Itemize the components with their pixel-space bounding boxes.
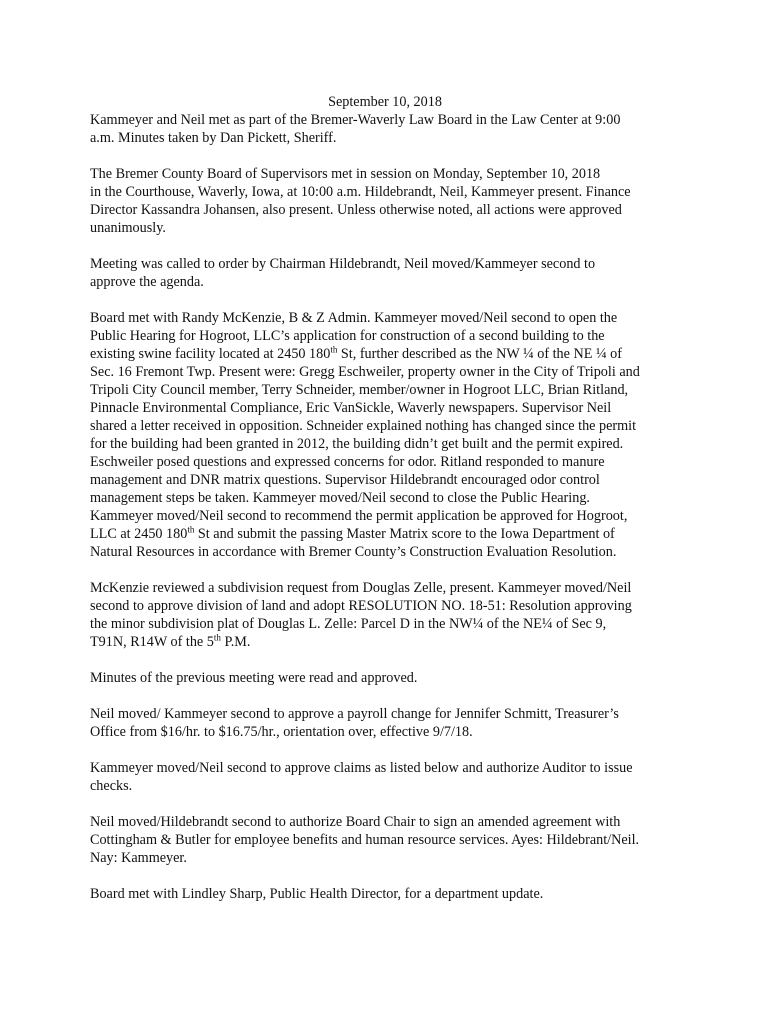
paragraph-payroll-change: Neil moved/ Kammeyer second to approve a payroll change for Jennifer Schmitt, Treasurer’s Office from $16/hr. to $16.75/hr., orientation over, effective 9/7/18. xyxy=(90,706,619,740)
hogroot-line-1: Board met with Randy McKenzie, B & Z Admin. Kammeyer moved/Neil second to open the xyxy=(90,310,618,326)
paragraph-board-session: The Bremer County Board of Supervisors met in session on Monday, September 10, 2018 in the Courthouse, Waverly, Iowa, at 10:00 a.m. Hildebrandt, Neil, Kammeyer present. Finance Director Kassandra Johansen, also present. Unless otherwise noted, all actions were approved unanimously. xyxy=(90,166,631,236)
ordinal-suffix: th xyxy=(213,632,221,643)
zelle-text: McKenzie reviewed a subdivision request from Douglas Zelle, present. Kammeyer moved/Neil second to approve division of land and adopt RESOLUTION NO. 18-51: Resolution approving the minor subdivision plat of Douglas L. Zelle: Parcel D in the NW¼ of the NE¼ of Sec 9, xyxy=(90,580,632,632)
paragraph-law-board: Kammeyer and Neil met as part of the Bremer-Waverly Law Board in the Law Center at 9:00 a.m. Minutes taken by Dan Pickett, Sheriff. xyxy=(90,112,621,146)
zelle-last-before: T91N, R14W of the 5 xyxy=(90,634,214,650)
hogroot-line-3-after: St, further described as the NW ¼ of the NE ¼ of xyxy=(337,346,622,362)
paragraph-call-to-order: Meeting was called to order by Chairman Hildebrandt, Neil moved/Kammeyer second to approve the agenda. xyxy=(90,256,596,290)
ordinal-suffix: th xyxy=(330,344,338,355)
hogroot-middle-text: Sec. 16 Fremont Twp. Present were: Gregg Eschweiler, property owner in the City of Tripoli and Tripoli City Council member, Terry Schneider, member/owner in Hogroot LLC, Brian Ritland, Pinnacle Environmental Compliance, Eric VanSickle, Waverly newspapers. Supervisor Neil shared a letter received in opposition. Schneider explained nothing has changed since the permit for the building had been granted in 2012, the building didn’t get built and the permit expired. Eschweiler posed questions and expressed concerns for odor. Ritland responded to manure management and DNR matrix questions. Supervisor Hildebrandt encouraged odor control management steps be taken. Kammeyer moved/Neil second to close the Public Hearing. Kammeyer moved/Neil second to recommend the permit application be approved for Hogroot, xyxy=(90,364,640,524)
paragraph-benefits-agreement: Neil moved/Hildebrandt second to authorize Board Chair to sign an amended agreement with Cottingham & Butler for employee benefits and human resource services. Ayes: Hildebrant/Neil. Nay: Kammeyer. xyxy=(90,814,640,866)
zelle-last-after: P.M. xyxy=(220,634,251,650)
hogroot-llc-after: St and submit the passing Master Matrix score to the Iowa Department of xyxy=(194,526,615,542)
paragraph-public-health: Board met with Lindley Sharp, Public Health Director, for a department update. xyxy=(90,886,544,902)
document-body xyxy=(90,111,684,921)
paragraph-hogroot-hearing xyxy=(90,309,684,561)
paragraph-claims: Kammeyer moved/Neil second to approve claims as listed below and authorize Auditor to issue checks. xyxy=(90,760,633,794)
hogroot-llc-before: LLC at 2450 180 xyxy=(90,526,188,542)
hogroot-last-line: Natural Resources in accordance with Bremer County’s Construction Evaluation Resolution. xyxy=(90,544,617,560)
ordinal-suffix: th xyxy=(187,524,195,535)
paragraph-zelle-subdivision xyxy=(90,579,684,651)
hogroot-line-3-before: existing swine facility located at 2450 180 xyxy=(90,346,331,362)
document-date: September 10, 2018 xyxy=(328,94,442,110)
hogroot-line-2: Public Hearing for Hogroot, LLC’s application for construction of a second building to the xyxy=(90,328,605,344)
paragraph-previous-minutes: Minutes of the previous meeting were read and approved. xyxy=(90,670,418,686)
